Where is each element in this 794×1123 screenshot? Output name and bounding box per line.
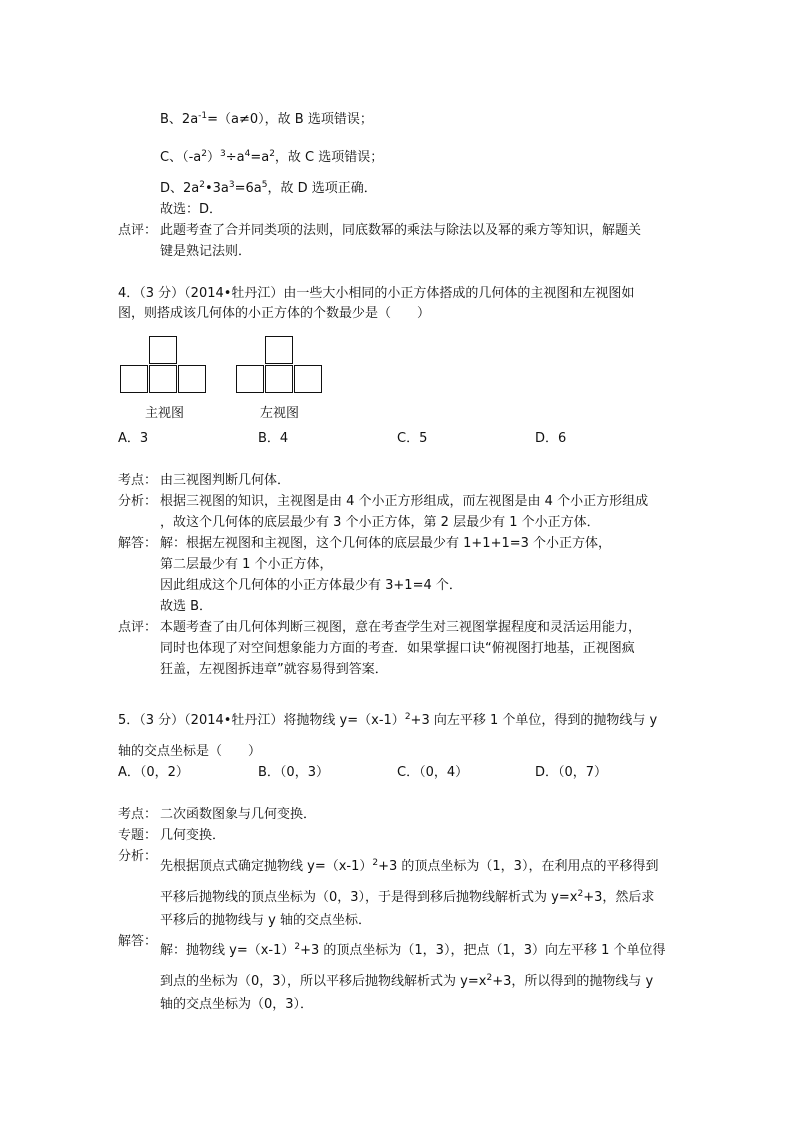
q3-comment-line1: 此题考查了合并同类项的法则，同底数幂的乘法与除法以及幂的乘方等知识，解题关 [160, 223, 642, 238]
q4-jieda-label: 解答： [118, 536, 158, 551]
q5-option-c: C．（0，4） [397, 765, 469, 780]
q4-dianping-label: 点评： [118, 620, 158, 635]
main-view-square-bottom-2 [149, 365, 177, 393]
q5-fenxi-line3: 平移后的抛物线与 y 轴的交点坐标． [160, 913, 371, 928]
q4-fenxi-label: 分析： [118, 494, 158, 509]
q5-jieda-line3: 轴的交点坐标为（0，3）． [160, 997, 314, 1012]
q3-option-c: C、$(-a^2)^3\div a^4=a^2$，故 C 选项错误； [160, 149, 384, 165]
q5-option-d: D．（0，7） [535, 765, 608, 780]
q4-dianping-line3: 狂盖，左视图拆违章”就容易得到答案． [160, 662, 388, 677]
q4-option-b: B．4 [258, 431, 289, 446]
q4-option-a: A．3 [118, 431, 149, 446]
q3-option-d: D、$2a^2•3a^3=6a^5$，故 D 选项正确． [160, 180, 377, 196]
q4-fenxi-line2: ，故这个几何体的底层最少有 3 个小正方体，第 2 层最少有 1 个小正方体． [160, 515, 600, 530]
q4-jieda-line1: 解：根据左视图和主视图，这个几何体的底层最少有 1+1+1=3 个小正方体， [160, 536, 612, 551]
main-view-square-bottom-1 [120, 365, 148, 393]
q5-fenxi-line1: 先根据顶点式确定抛物线 $y=(x-1)^2+3$ 的顶点坐标为（1，3），在利用点的平移得到 [160, 858, 659, 874]
q4-dianping-line2: 同时也体现了对空间想象能力方面的考查．如果掌握口诀“俯视图打地基，正视图疯 [160, 641, 635, 656]
main-view-square-top [149, 336, 177, 364]
q3-comment-line2: 键是熟记法则． [160, 244, 252, 259]
q5-zhuanti: 几何变换． [160, 828, 226, 843]
q5-fenxi-label: 分析： [118, 849, 158, 864]
left-view-square-bottom-1 [236, 365, 264, 393]
q5-jieda-line1: 解：抛物线 $y=(x-1)^2+3$ 的顶点坐标为（1，3），把点（1，3）向左平移 1 个单位得 [160, 942, 666, 958]
q5-option-b: B．（0，3） [258, 765, 329, 780]
q4-jieda-line2: 第二层最少有 1 个小正方体， [160, 557, 333, 572]
left-view-square-top [265, 336, 293, 364]
main-view-square-bottom-3 [178, 365, 206, 393]
q5-jieda-line2: 到点的坐标为（0，3），所以平移后抛物线解析式为 $y=x^2+3$，所以得到的抛物线与 y [160, 973, 654, 989]
q5-jieda-label: 解答： [118, 934, 158, 949]
q4-fenxi-line1: 根据三视图的知识，主视图是由 4 个小正方形组成，而左视图是由 4 个小正方形组成 [160, 494, 649, 509]
q5-fenxi-line2: 平移后抛物线的顶点坐标为（0，3），于是得到移后抛物线解析式为 $y=x^2+3$，然后求 [160, 889, 655, 905]
q4-stem-line1: 4．（3 分）（2014•牡丹江）由一些大小相同的小正方体搭成的几何体的主视图和左视图如 [118, 286, 635, 301]
q5-stem-line2: 轴的交点坐标是（ ） [118, 744, 262, 759]
q3-option-b: B、$2a^{-1}=(a\ne 0)$，故 B 选项错误； [160, 111, 373, 127]
q4-stem-line2: 图，则搭成该几何体的小正方体的个数最少是（ ） [118, 306, 431, 321]
q4-jieda-line4: 故选 B． [160, 599, 213, 614]
left-view-figure [236, 336, 324, 394]
q5-option-a: A．（0，2） [118, 765, 189, 780]
left-view-label: 左视图 [260, 406, 300, 421]
left-view-square-bottom-2 [265, 365, 293, 393]
q5-kaodian-label: 考点： [118, 807, 158, 822]
main-view-figure [120, 336, 208, 394]
q4-kaodian-label: 考点： [118, 473, 158, 488]
q5-zhuanti-label: 专题： [118, 828, 158, 843]
q4-option-c: C．5 [397, 431, 428, 446]
main-view-label: 主视图 [145, 406, 185, 421]
q3-comment-label: 点评： [118, 223, 158, 238]
q4-kaodian: 由三视图判断几何体． [160, 473, 291, 488]
q5-kaodian: 二次函数图象与几何变换． [160, 807, 317, 822]
q3-choice: 故选：D． [160, 202, 223, 217]
q5-stem-line1: 5．（3 分）（2014•牡丹江）将抛物线 $y=(x-1)^2+3$ 向左平移 1 个单位，得到的抛物线与 y [118, 712, 658, 728]
q4-option-d: D．6 [535, 431, 567, 446]
left-view-square-bottom-3 [294, 365, 322, 393]
q4-dianping-line1: 本题考查了由几何体判断三视图，意在考查学生对三视图掌握程度和灵活运用能力， [160, 620, 642, 635]
q4-jieda-line3: 因此组成这个几何体的小正方体最少有 3+1=4 个． [160, 578, 462, 593]
